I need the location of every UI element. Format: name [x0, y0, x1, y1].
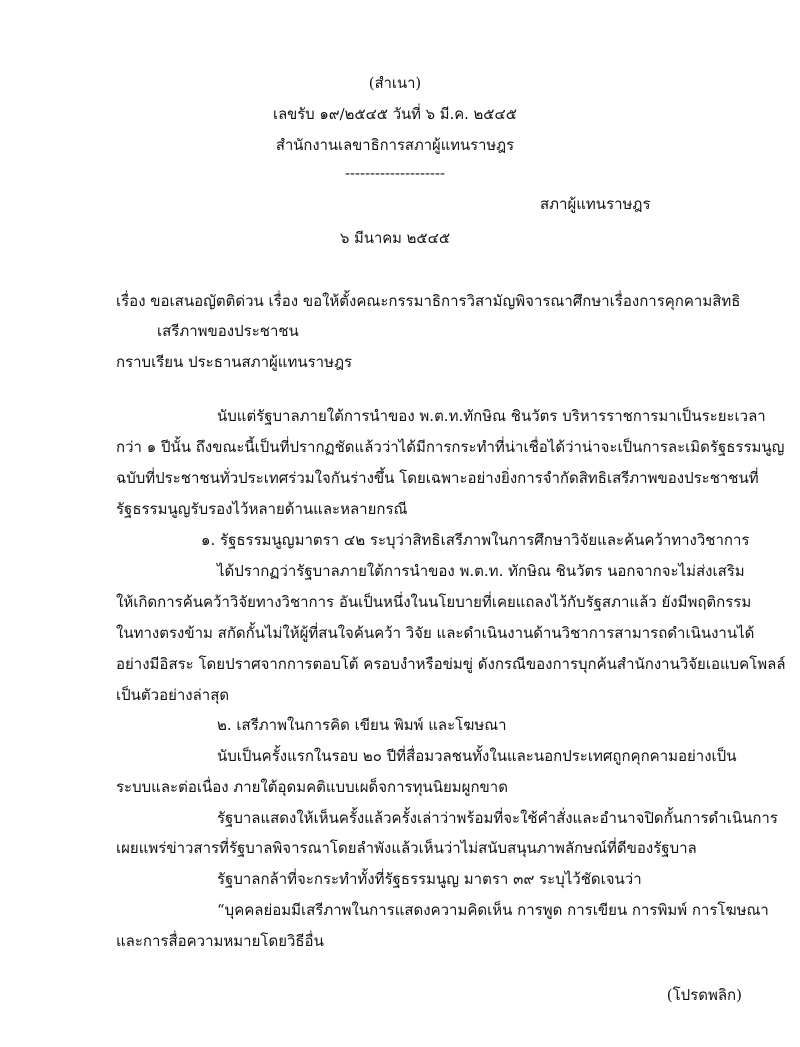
item1-heading: ๑. รัฐธรรมนูญมาตรา ๔๒ ระบุว่าสิทธิเสรีภาพในการศึกษาวิจัยและค้นคว้าทางวิชาการ	[201, 531, 750, 549]
item1-line: ได้ปรากฏว่ารัฐบาลภายใต้การนำของ พ.ต.ท. ทักษิณ ชินวัตร นอกจากจะไม่ส่งเสริม	[217, 562, 745, 580]
item2-para3: รัฐบาลกล้าที่จะกระทำทั้งที่รัฐธรรมนูญ มาตรา ๓๙ ระบุไว้ชัดเจนว่า	[217, 870, 642, 888]
item2-para2-line: รัฐบาลแสดงให้เห็นครั้งแล้วครั้งเล่าว่าพร้อมที่จะใช้คำสั่งและอำนาจปิดกั้นการดำเนินการ	[217, 809, 778, 827]
item2-para2-line: เผยแพร่ข่าวสารที่รัฐบาลพิจารณาโดยลำพังแล้วเห็นว่าไม่สนับสนุนภาพลักษณ์ที่ดีของรัฐบาล	[116, 839, 697, 857]
intro-line: กว่า ๑ ปีนั้น ถึงขณะนี้เป็นที่ปรากฏชัดแล้วว่าได้มีการกระทำที่น่าเชื่อได้ว่าน่าจะเป็นการละเมิดรัฐธรรมนูญ	[116, 438, 785, 456]
intro-line: นับแต่รัฐบาลภายใต้การนำของ พ.ต.ท.ทักษิณ ชินวัตร บริหารราชการมาเป็นระยะเวลา	[217, 407, 766, 425]
quote-line: และการสื่อความหมายโดยวิธีอื่น	[116, 932, 324, 950]
subject-line-2: เสรีภาพของประชาชน	[157, 322, 299, 340]
copy-mark: (สำเนา)	[368, 74, 422, 92]
item1-line: อย่างมีอิสระ โดยปราศจากการตอบโต้ ครอบงำหรือข่มขู่ ดังกรณีของการบุกค้นสำนักงานวิจัยเอแบคโพลล์	[116, 655, 786, 673]
intro-line: รัฐธรรมนูญรับรองไว้หลายด้านและหลายกรณี	[116, 500, 408, 518]
sender-name: สภาผู้แทนราษฎร	[540, 195, 651, 213]
intro-line: ฉบับที่ประชาชนทั่วประเทศร่วมใจกันร่างขึ้น โดยเฉพาะอย่างยิ่งการจำกัดสิทธิเสรีภาพของประชาชนที่	[116, 469, 759, 487]
received-number: เลขรับ ๑๙/๒๕๔๕ วันที่ ๖ มี.ค. ๒๕๔๕	[273, 105, 517, 123]
divider-line: --------------------	[344, 164, 446, 182]
item1-line: ในทางตรงข้าม สกัดกั้นไม่ให้ผู้ที่สนใจค้นคว้า วิจัย และดำเนินงานด้านวิชาการสามารถดำเนินงานได้	[116, 624, 755, 642]
item2-para1-line: นับเป็นครั้งแรกในรอบ ๒๐ ปีที่สื่อมวลชนทั้งในและนอกประเทศถูกคุกคามอย่างเป็น	[217, 747, 737, 765]
item1-line: เป็นตัวอย่างล่าสุด	[116, 686, 230, 704]
item2-para1-line: ระบบและต่อเนื่อง ภายใต้อุดมคติแบบเผด็จการทุนนิยมผูกขาด	[116, 778, 508, 796]
salutation: กราบเรียน ประธานสภาผู้แทนราษฎร	[116, 353, 353, 371]
document-date: ๖ มีนาคม ๒๕๔๕	[339, 229, 451, 247]
item1-line: ให้เกิดการค้นคว้าวิจัยทางวิชาการ อันเป็นหนึ่งในนโยบายที่เคยแถลงไว้กับรัฐสภาแล้ว ยังมีพฤติกรรม	[116, 593, 752, 611]
item2-heading: ๒. เสรีภาพในการคิด เขียน พิมพ์ และโฆษณา	[217, 716, 507, 734]
quote-line: “บุคคลย่อมมีเสรีภาพในการแสดงความคิดเห็น การพูด การเขียน การพิมพ์ การโฆษณา	[217, 901, 769, 919]
office-name: สำนักงานเลขาธิการสภาผู้แทนราษฎร	[275, 136, 515, 154]
turn-page-note: (โปรดพลิก)	[666, 986, 742, 1004]
subject-line-1: เรื่อง ขอเสนอญัตติด่วน เรื่อง ขอให้ตั้งคณะกรรมาธิการวิสามัญพิจารณาศึกษาเรื่องการคุกคามสิทธิ	[116, 292, 741, 310]
